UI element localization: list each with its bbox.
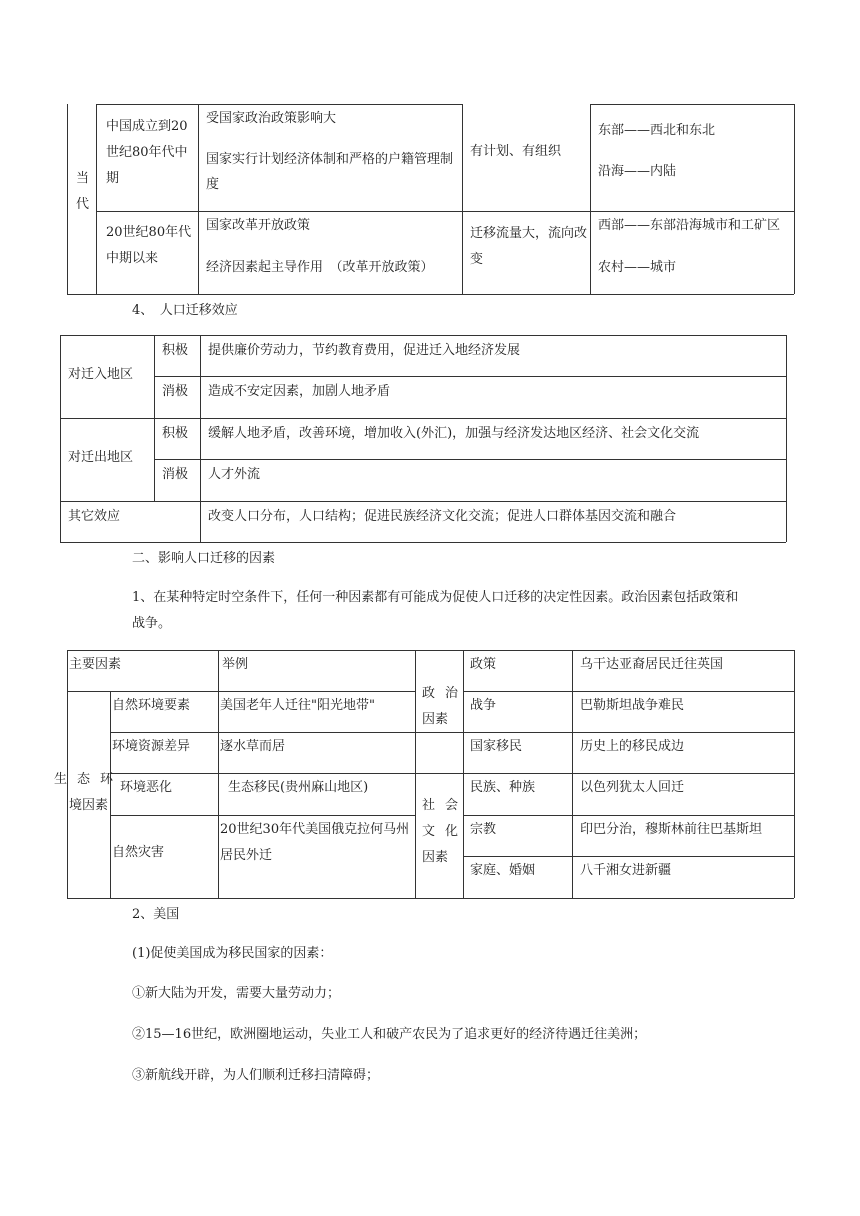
social-label-2: 文化 [422,824,469,839]
eco-factor-1-example: 美国老年人迁往"阳光地带" [220,698,375,713]
in-negative-text: 造成不安定因素，加剧人地矛盾 [208,384,391,399]
social-label-1: 社会 [422,798,469,813]
direction-1-line-2: 沿海——内陆 [598,164,677,179]
usa-heading: 2、美国 [132,907,180,922]
reason-2-line-2: 经济因素起主导作用 （改革开放政策） [206,260,434,275]
eco-factor-label-1: 生态环 [54,772,124,787]
in-positive-text: 提供廉价劳动力，节约教育费用，促进迁入地经济发展 [208,343,521,358]
politics-label-2: 因素 [422,712,449,727]
period-1-line-1: 中国成立到20 [106,119,188,134]
right-factor-5-example: 印巴分治，穆斯林前往巴基斯坦 [580,822,763,837]
other-effect-label: 其它效应 [68,509,121,524]
period-1-line-3: 期 [106,171,120,186]
out-region-label: 对迁出地区 [68,450,134,465]
right-factor-3-example: 历史上的移民成边 [580,739,685,754]
right-factor-4-example: 以色列犹太人回迁 [580,780,685,795]
right-factor-2-name: 战争 [470,698,497,713]
eco-factor-4-example-line-2: 居民外迁 [220,848,273,863]
header-main-factor: 主要因素 [69,657,122,672]
usa-item-3: ③新航线开辟，为人们顺利迁移扫清障碍； [132,1068,380,1083]
feature-1: 有计划、有组织 [470,144,562,159]
usa-item-2: ②15—16世纪，欧洲圈地运动，失业工人和破产农民为了追求更好的经济待遇迁往美洲； [132,1027,647,1042]
right-factor-2-example: 巴勒斯坦战争难民 [580,698,685,713]
reason-1-line-1: 受国家政治政策影响大 [206,111,337,126]
feature-2-line-2: 变 [470,252,484,267]
other-effect-text: 改变人口分布，人口结构；促进民族经济文化交流；促进人口群体基因交流和融合 [208,509,677,524]
out-positive-text: 缓解人地矛盾，改善环境，增加收入(外汇)，加强与经济发达地区经济、社会文化交流 [208,426,700,441]
eco-factor-4-name: 自然灾害 [112,845,165,860]
header-example: 举例 [222,657,249,672]
period-2-line-2: 中期以来 [106,251,159,266]
era-label-2: 代 [76,197,90,212]
feature-2-line-1: 迁移流量大，流向改 [470,226,588,241]
in-negative-label: 消极 [162,384,189,399]
period-1-line-2: 世纪80年代中 [106,145,188,160]
out-positive-label: 积极 [162,426,189,441]
paragraph-1-line-1: 1、在某种特定时空条件下，任何一种因素都有可能成为促使人口迁移的决定性因素。政治因素包括政策和 [132,590,739,605]
out-negative-text: 人才外流 [208,467,261,482]
right-factor-3-name: 国家移民 [470,739,523,754]
eco-factor-3-example: 生态移民(贵州麻山地区) [228,780,369,795]
social-label-3: 因素 [422,850,449,865]
out-negative-label: 消极 [162,467,189,482]
right-factor-1-name: 政策 [470,657,497,672]
right-factor-5-name: 宗教 [470,822,497,837]
eco-factor-3-name: 环境恶化 [120,780,173,795]
reason-1-line-2: 国家实行计划经济体制和严格的户籍管理制 [206,152,454,167]
usa-subheading: (1)促使美国成为移民国家的因素： [132,946,333,961]
period-2-line-1: 20世纪80年代 [106,225,192,240]
politics-label-1: 政治 [422,686,469,701]
in-positive-label: 积极 [162,343,189,358]
usa-item-1: ①新大陆为开发，需要大量劳动力； [132,986,341,1001]
eco-factor-2-example: 逐水草而居 [220,739,286,754]
direction-2-line-2: 农村——城市 [598,260,677,275]
direction-1-line-1: 东部——西北和东北 [598,123,716,138]
reason-1-line-3: 度 [206,177,220,192]
right-factor-4-name: 民族、种族 [470,780,536,795]
era-label-1: 当 [76,171,90,186]
eco-factor-label-2: 境因素 [69,798,109,813]
right-factor-1-example: 乌干达亚裔居民迁往英国 [580,657,724,672]
reason-2-line-1: 国家改革开放政策 [206,218,311,233]
eco-factor-4-example-line-1: 20世纪30年代美国俄克拉何马州 [220,822,410,837]
in-region-label: 对迁入地区 [68,367,134,382]
eco-factor-2-name: 环境资源差异 [112,739,191,754]
right-factor-6-name: 家庭、婚姻 [470,863,536,878]
paragraph-1-line-2: 战争。 [132,616,172,631]
eco-factor-1-name: 自然环境要素 [112,698,191,713]
direction-2-line-1: 西部——东部沿海城市和工矿区 [598,218,781,233]
right-factor-6-example: 八千湘女进新疆 [580,863,672,878]
section-2-heading: 二、影响人口迁移的因素 [132,551,276,566]
section-4-heading: 4、 人口迁移效应 [132,303,238,318]
